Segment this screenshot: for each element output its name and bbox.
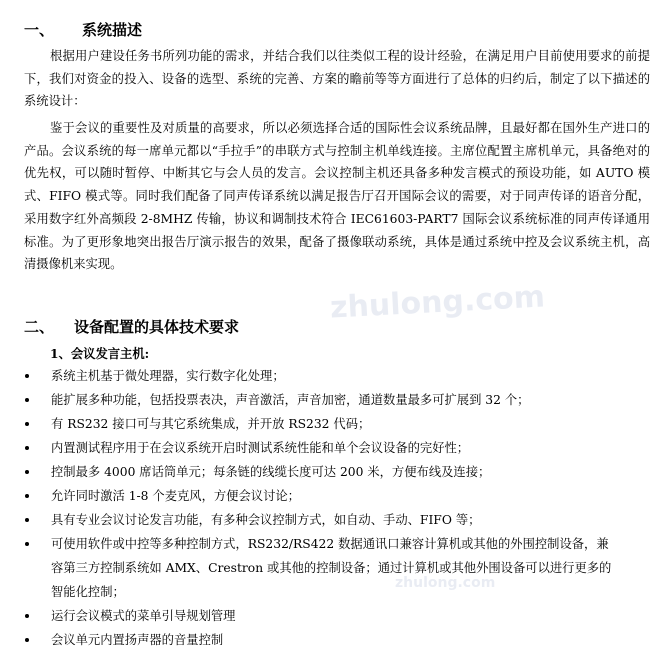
spec-bullet-line: 允许同时激活 1-8 个麦克风，方便会议讨论；: [51, 489, 300, 503]
section-2-number: 二、: [24, 318, 55, 336]
bullet-dot-icon: [0, 388, 33, 412]
spec-bullet-text: [33, 604, 666, 628]
spec-bullet-line: 智能化控制；: [51, 585, 125, 599]
spec-bullet-line: 内置测试程序用于在会议系统开启时测试系统性能和单个会议设备的完好性；: [51, 441, 470, 455]
spec-bullet-line: 具有专业会议讨论发言功能，有多种会议控制方式，如自动、手动、FIFO 等；: [51, 513, 481, 527]
bullet-dot-icon: [0, 436, 33, 460]
bullet-dot-icon: [0, 532, 33, 556]
spec-bullet-line: 系统主机基于微处理器，实行数字化处理；: [51, 369, 285, 383]
bullet-dot-icon: [0, 604, 33, 628]
spec-bullet-line: 控制最多 4000 席话筒单元；每条链的线缆长度可达 200 米，方便布线及连接；: [51, 465, 491, 479]
spec-bullet-item: [0, 532, 666, 604]
bullet-dot-icon: [0, 412, 33, 436]
spec-bullet-text: [33, 484, 666, 508]
spec-bullet-text: [33, 532, 666, 604]
watermark-logo: zhulong.com: [329, 279, 546, 326]
section-1-paragraph-1: 根据用户建设任务书所列功能的需求，并结合我们以往类似工程的设计经验，在满足用户目前使用要求的前提下，我们对资金的投入、设备的选型、系统的完善、方案的瞻前等等方面进行了总体的归约后，制定了以下描述的系统设计：: [24, 49, 650, 109]
bullet-dot-icon: [0, 508, 33, 532]
bullet-dot-icon: [0, 460, 33, 484]
bullet-dot-icon: [0, 364, 33, 388]
bullet-dot-icon: [0, 484, 33, 508]
spec-bullet-text: [33, 388, 666, 412]
section-1-number: 一、: [24, 21, 55, 39]
bullet-dot-icon: [0, 628, 33, 652]
spec-bullet-item: [0, 628, 666, 652]
spec-bullet-line: 容第三方控制系统如 AMX、Crestron 或其他的控制设备；通过计算机或其他外围设备可以进行更多的: [51, 561, 612, 575]
spec-bullet-text: [33, 508, 666, 532]
spec-bullet-text: [33, 412, 666, 436]
section-1-title: 系统描述: [82, 21, 143, 39]
section-1-heading: [24, 20, 142, 40]
spec-bullet-item: [0, 364, 666, 388]
spec-bullet-list: [0, 364, 666, 652]
spec-bullet-text: [33, 628, 666, 652]
spec-bullet-item: [0, 460, 666, 484]
section-1-paragraph-2: 鉴于会议的重要性及对质量的高要求，所以必须选择合适的国际性会议系统品牌，且最好都在国外生产进口的产品。会议系统的每一席单元都以“手拉手”的串联方式与控制主机单线连接。主席位配置主席机单元，具备绝对的优先权，可以随时暂停、中断其它与会人员的发言。会议控制主机还具备多种发言模式的预设功能，如 AUTO 模式、FIFO 模式等。同时我们配备了同声传译系统以满足报告厅召开国际会议的需要，对于同声传译的语音分配，采用数字红外高频段 2-8MHZ 传输，协议和调制技术符合 IEC61603-PART7 国际会议系统标准的同声传译通用标准。为了更形象地突出报告厅演示报告的效果，配备了摄像联动系统，具体是通过系统中控及会议系统主机，高清摄像机来实现。: [24, 121, 650, 272]
spec-bullet-text: [33, 364, 666, 388]
spec-bullet-item: [0, 436, 666, 460]
spec-bullet-item: [0, 412, 666, 436]
spec-bullet-line: 可使用软件或中控等多种控制方式，RS232/RS422 数据通讯口兼容计算机或其他的外围控制设备，兼: [51, 537, 609, 551]
spec-bullet-line: 运行会议模式的菜单引导规划管理: [51, 609, 236, 623]
spec-bullet-item: [0, 604, 666, 628]
spec-bullet-text: [33, 436, 666, 460]
spec-bullet-item: [0, 388, 666, 412]
subheading-conference-host: 1、会议发言主机:: [50, 346, 150, 361]
section-2-title: 设备配置的具体技术要求: [74, 318, 240, 336]
section-2-heading: [24, 317, 239, 337]
spec-bullet-line: 有 RS232 接口可与其它系统集成，并开放 RS232 代码；: [51, 417, 371, 431]
spec-bullet-line: 能扩展多种功能，包括投票表决，声音激活，声音加密，通道数量最多可扩展到 32 个；: [51, 393, 530, 407]
spec-bullet-line: 会议单元内置扬声器的音量控制: [51, 633, 224, 647]
spec-bullet-item: [0, 508, 666, 532]
watermark-logo-small: zhulong.com: [395, 575, 496, 591]
spec-bullet-text: [33, 460, 666, 484]
spec-bullet-item: [0, 484, 666, 508]
